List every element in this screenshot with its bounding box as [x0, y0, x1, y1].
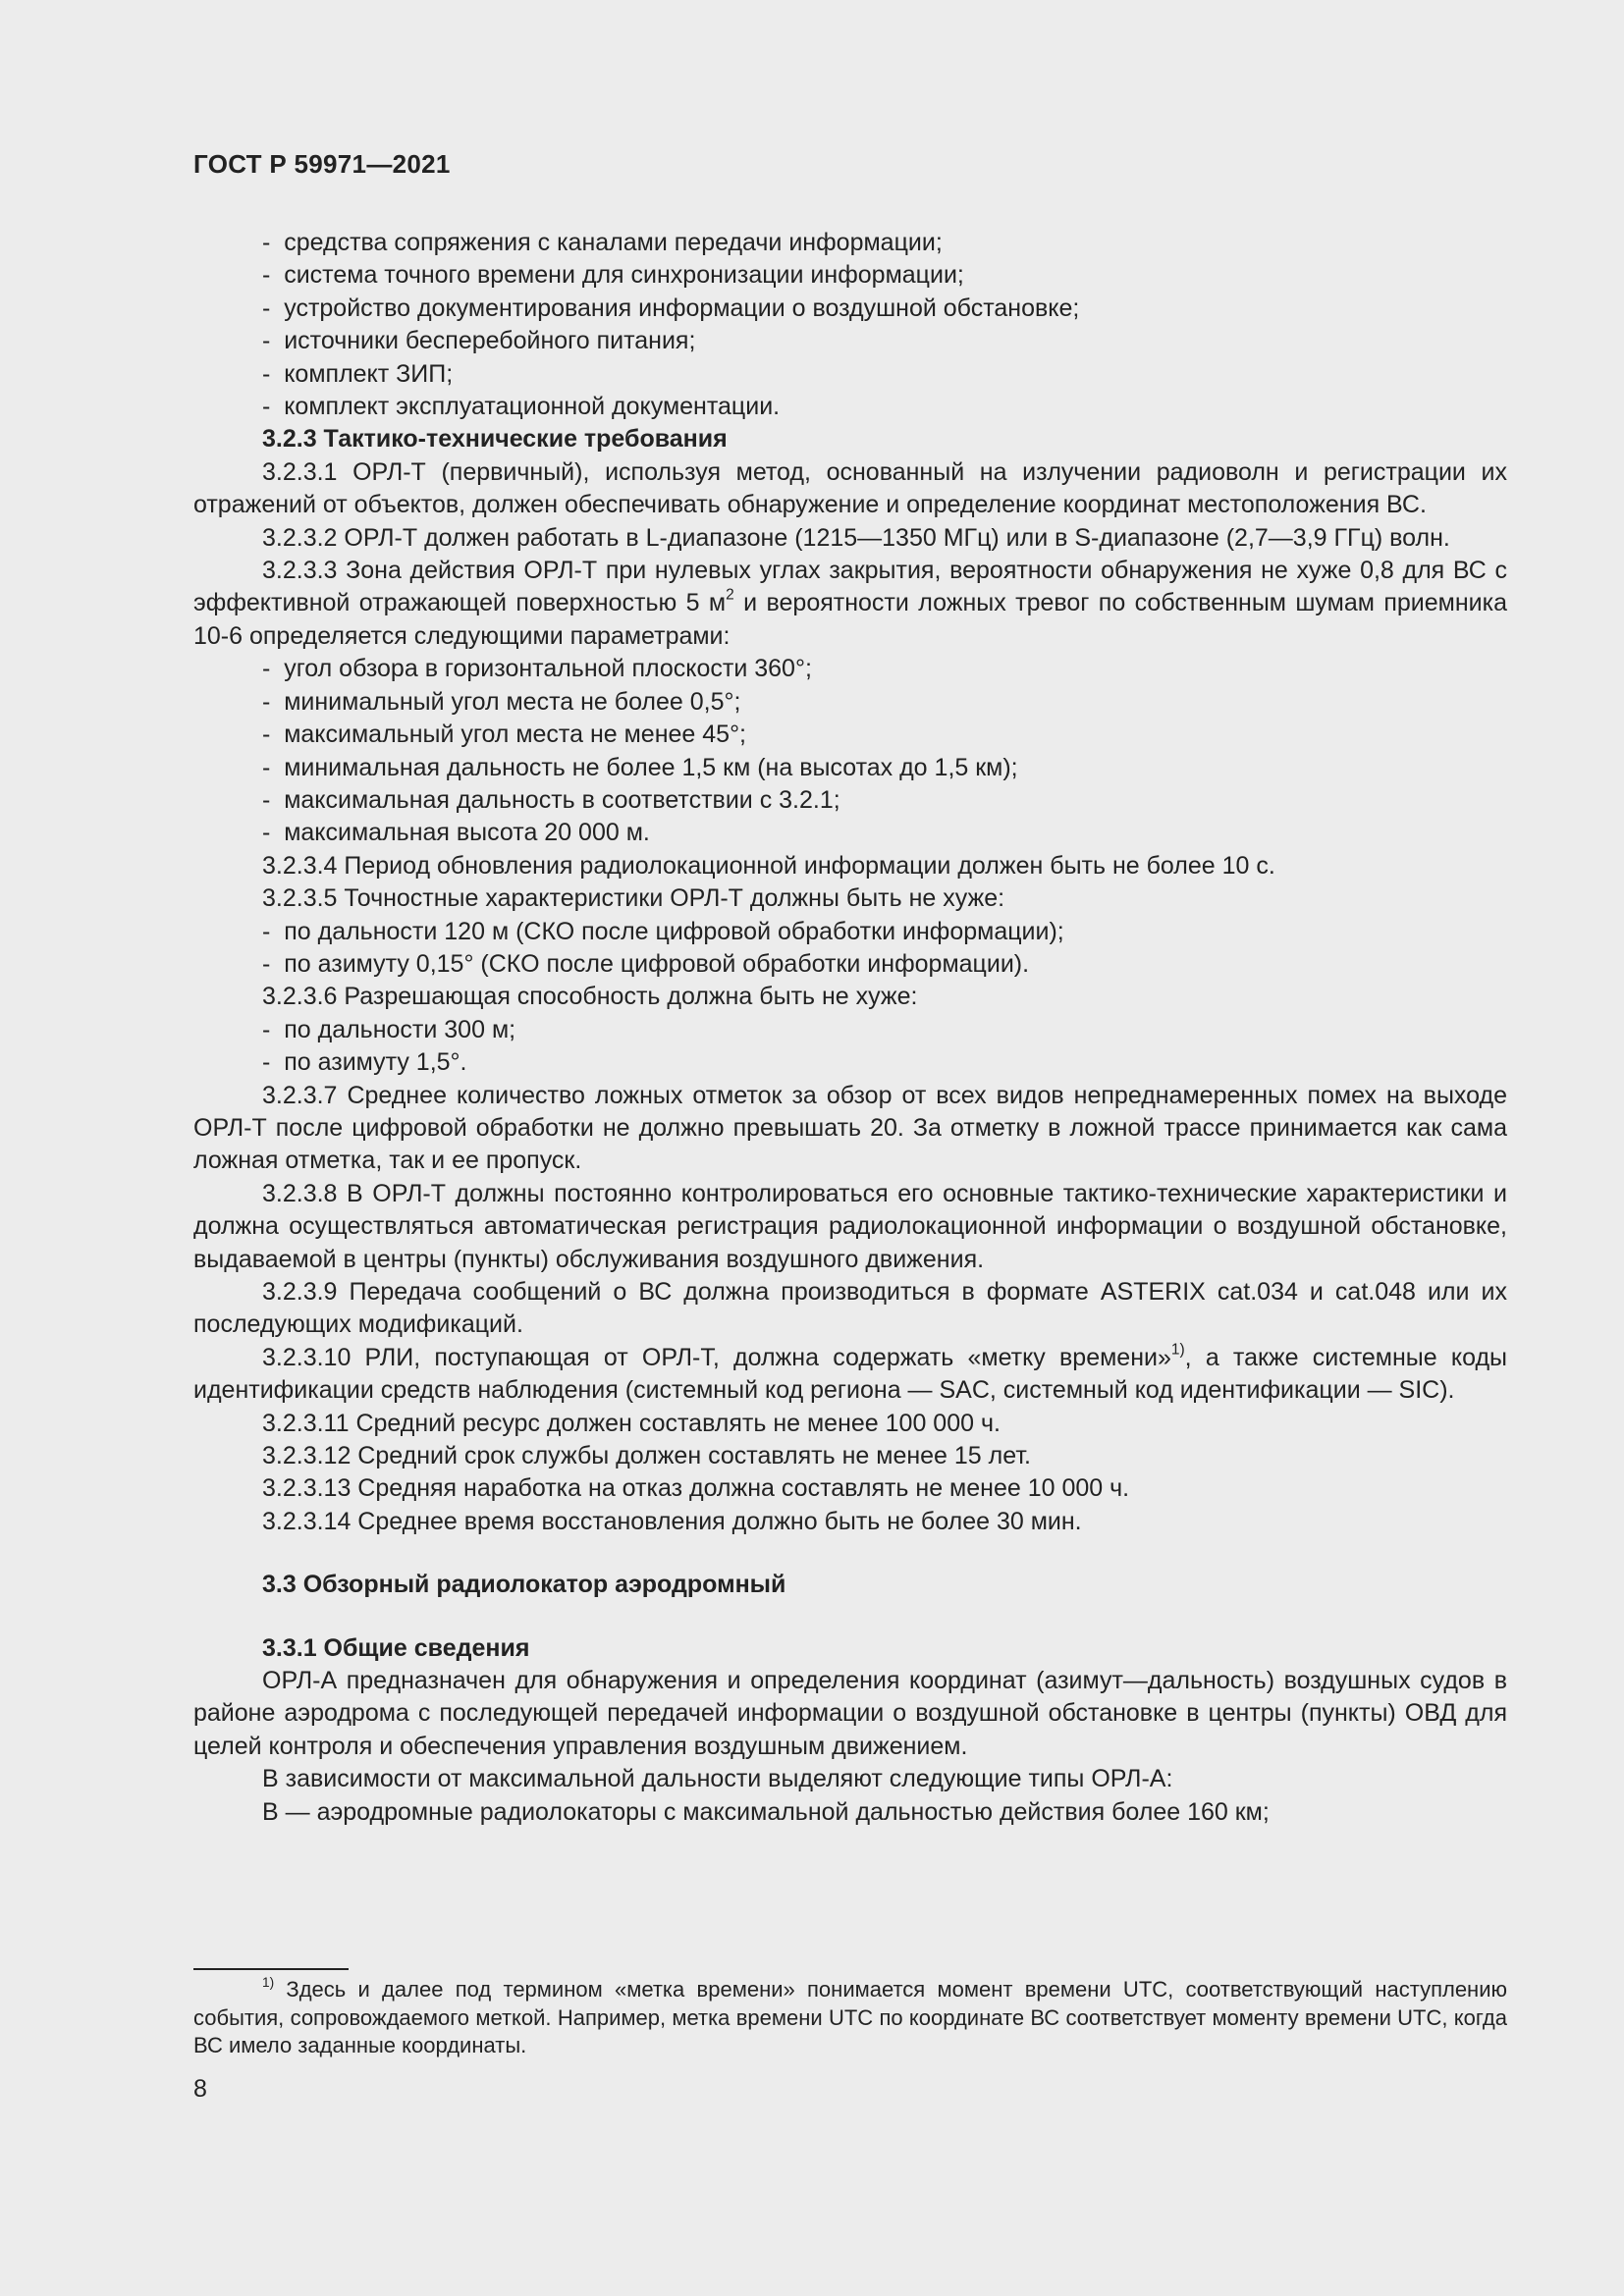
- footnote-ref: 1): [1170, 1341, 1185, 1359]
- list-item: - по дальности 300 м;: [193, 1014, 1507, 1046]
- section-heading-3-3-1: 3.3.1 Общие сведения: [262, 1633, 530, 1662]
- list-item: - максимальная высота 20 000 м.: [193, 817, 1507, 849]
- list-item: - комплект эксплуатационной документации.: [193, 391, 1507, 423]
- list-item: - по азимуту 1,5°.: [193, 1046, 1507, 1079]
- paragraph-3-2-3-3: [193, 555, 1507, 653]
- list-item: - минимальная дальность не более 1,5 км (на высотах до 1,5 км);: [193, 752, 1507, 784]
- list-item: - максимальная дальность в соответствии с 3.2.1;: [193, 784, 1507, 817]
- superscript: 2: [726, 586, 734, 604]
- paragraph-3-2-3-10: [193, 1342, 1507, 1408]
- paragraph-3-2-3-13: 3.2.3.13 Средняя наработка на отказ должна составлять не менее 10 000 ч.: [262, 1474, 1130, 1503]
- footnote-divider: [193, 1968, 349, 1970]
- list-item: - минимальный угол места не более 0,5°;: [193, 686, 1507, 719]
- paragraph-3-2-3-12: 3.2.3.12 Средний срок службы должен составлять не менее 15 лет.: [262, 1442, 1031, 1470]
- footnote-text: Здесь и далее под термином «метка времени» понимается момент времени UTC, соответствующий наступлению события, сопровождаемого меткой. Например, метка времени UTC по координате ВС соответствует моменту времени UTC, когда ВС имело заданные координаты.: [193, 1977, 1507, 2057]
- page-number: 8: [193, 2075, 207, 2103]
- document-header: ГОСТ Р 59971—2021: [193, 149, 451, 179]
- list-item: - средства сопряжения с каналами передачи информации;: [193, 227, 1507, 259]
- section-heading-3-2-3: 3.2.3 Тактико-технические требования: [262, 425, 728, 454]
- paragraph-3-2-3-11: 3.2.3.11 Средний ресурс должен составлять не менее 100 000 ч.: [262, 1409, 1001, 1437]
- list-item: - угол обзора в горизонтальной плоскости 360°;: [193, 653, 1507, 685]
- document-body: [193, 227, 1507, 1829]
- list-item: - максимальный угол места не менее 45°;: [193, 719, 1507, 751]
- footnote: [193, 1976, 1507, 2060]
- paragraph-text: , а также системные коды идентификации средств наблюдения (системный код региона — SAC, системный код идентификации — SIC).: [193, 1343, 1507, 1405]
- paragraph-text: и вероятности ложных тревог по собственным шумам приемника 10-6 определяется следующими параметрами:: [193, 589, 1507, 650]
- paragraph-3-2-3-9: 3.2.3.9 Передача сообщений о ВС должна производиться в формате ASTERIX cat.034 и cat.048 или их последующих модификаций.: [193, 1278, 1507, 1339]
- paragraph-3-3-1-2: В зависимости от максимальной дальности выделяют следующие типы ОРЛ-А:: [262, 1765, 1173, 1793]
- list-item: - по дальности 120 м (СКО после цифровой обработки информации);: [193, 916, 1507, 948]
- paragraph-3-2-3-4: 3.2.3.4 Период обновления радиолокационной информации должен быть не более 10 с.: [262, 851, 1275, 880]
- list-item: - устройство документирования информации о воздушной обстановке;: [193, 293, 1507, 325]
- paragraph-3-2-3-7: 3.2.3.7 Среднее количество ложных отметок за обзор от всех видов непреднамеренных помех на выходе ОРЛ-Т после цифровой обработки не должно превышать 20. За отметку в ложной трассе принимается как сама ложная отметка, так и ее пропуск.: [193, 1081, 1507, 1175]
- paragraph-text: 3.2.3.10 РЛИ, поступающая от ОРЛ-Т, должна содержать «метку времени»: [262, 1343, 1171, 1371]
- paragraph-3-2-3-14: 3.2.3.14 Среднее время восстановления должно быть не более 30 мин.: [262, 1507, 1082, 1535]
- paragraph-3-2-3-8: 3.2.3.8 В ОРЛ-Т должны постоянно контролироваться его основные тактико-технические характеристики и должна осуществляться автоматическая регистрация радиолокационной информации о воздушной обстановке, выдаваемой в центры (пункты) обслуживания воздушного движения.: [193, 1179, 1507, 1273]
- paragraph-3-2-3-2: 3.2.3.2 ОРЛ-Т должен работать в L-диапазоне (1215—1350 МГц) или в S-диапазоне (2,7—3,9 ГГц) волн.: [262, 523, 1450, 552]
- paragraph-text: 3.2.3.3 Зона действия ОРЛ-Т при нулевых углах закрытия, вероятности обнаружения не хуже 0,8 для ВС с эффективной отражающей поверхностью 5 м: [193, 557, 1507, 617]
- list-item: - комплект ЗИП;: [193, 358, 1507, 391]
- list-item: - по азимуту 0,15° (СКО после цифровой обработки информации).: [193, 948, 1507, 981]
- paragraph-3-2-3-6: 3.2.3.6 Разрешающая способность должна быть не хуже:: [262, 983, 918, 1011]
- paragraph-3-3-1-3: В — аэродромные радиолокаторы с максимальной дальностью действия более 160 км;: [262, 1797, 1270, 1826]
- section-heading-3-3: 3.3 Обзорный радиолокатор аэродромный: [262, 1571, 786, 1599]
- list-item: - система точного времени для синхронизации информации;: [193, 259, 1507, 292]
- paragraph-3-2-3-1: 3.2.3.1 ОРЛ-Т (первичный), используя метод, основанный на излучении радиоволн и регистрации их отражений от объектов, должен обеспечивать обнаружение и определение координат местоположения ВС.: [193, 457, 1507, 519]
- paragraph-3-2-3-5: 3.2.3.5 Точностные характеристики ОРЛ-Т должны быть не хуже:: [262, 884, 1005, 913]
- list-item: - источники бесперебойного питания;: [193, 325, 1507, 357]
- paragraph-3-3-1-1: ОРЛ-А предназначен для обнаружения и определения координат (азимут—дальность) воздушных судов в районе аэродрома с последующей передачей информации о воздушной обстановке в центры (пункты) ОВД для целей контроля и обеспечения управления воздушным движением.: [193, 1667, 1507, 1760]
- footnote-mark: 1): [262, 1974, 275, 1990]
